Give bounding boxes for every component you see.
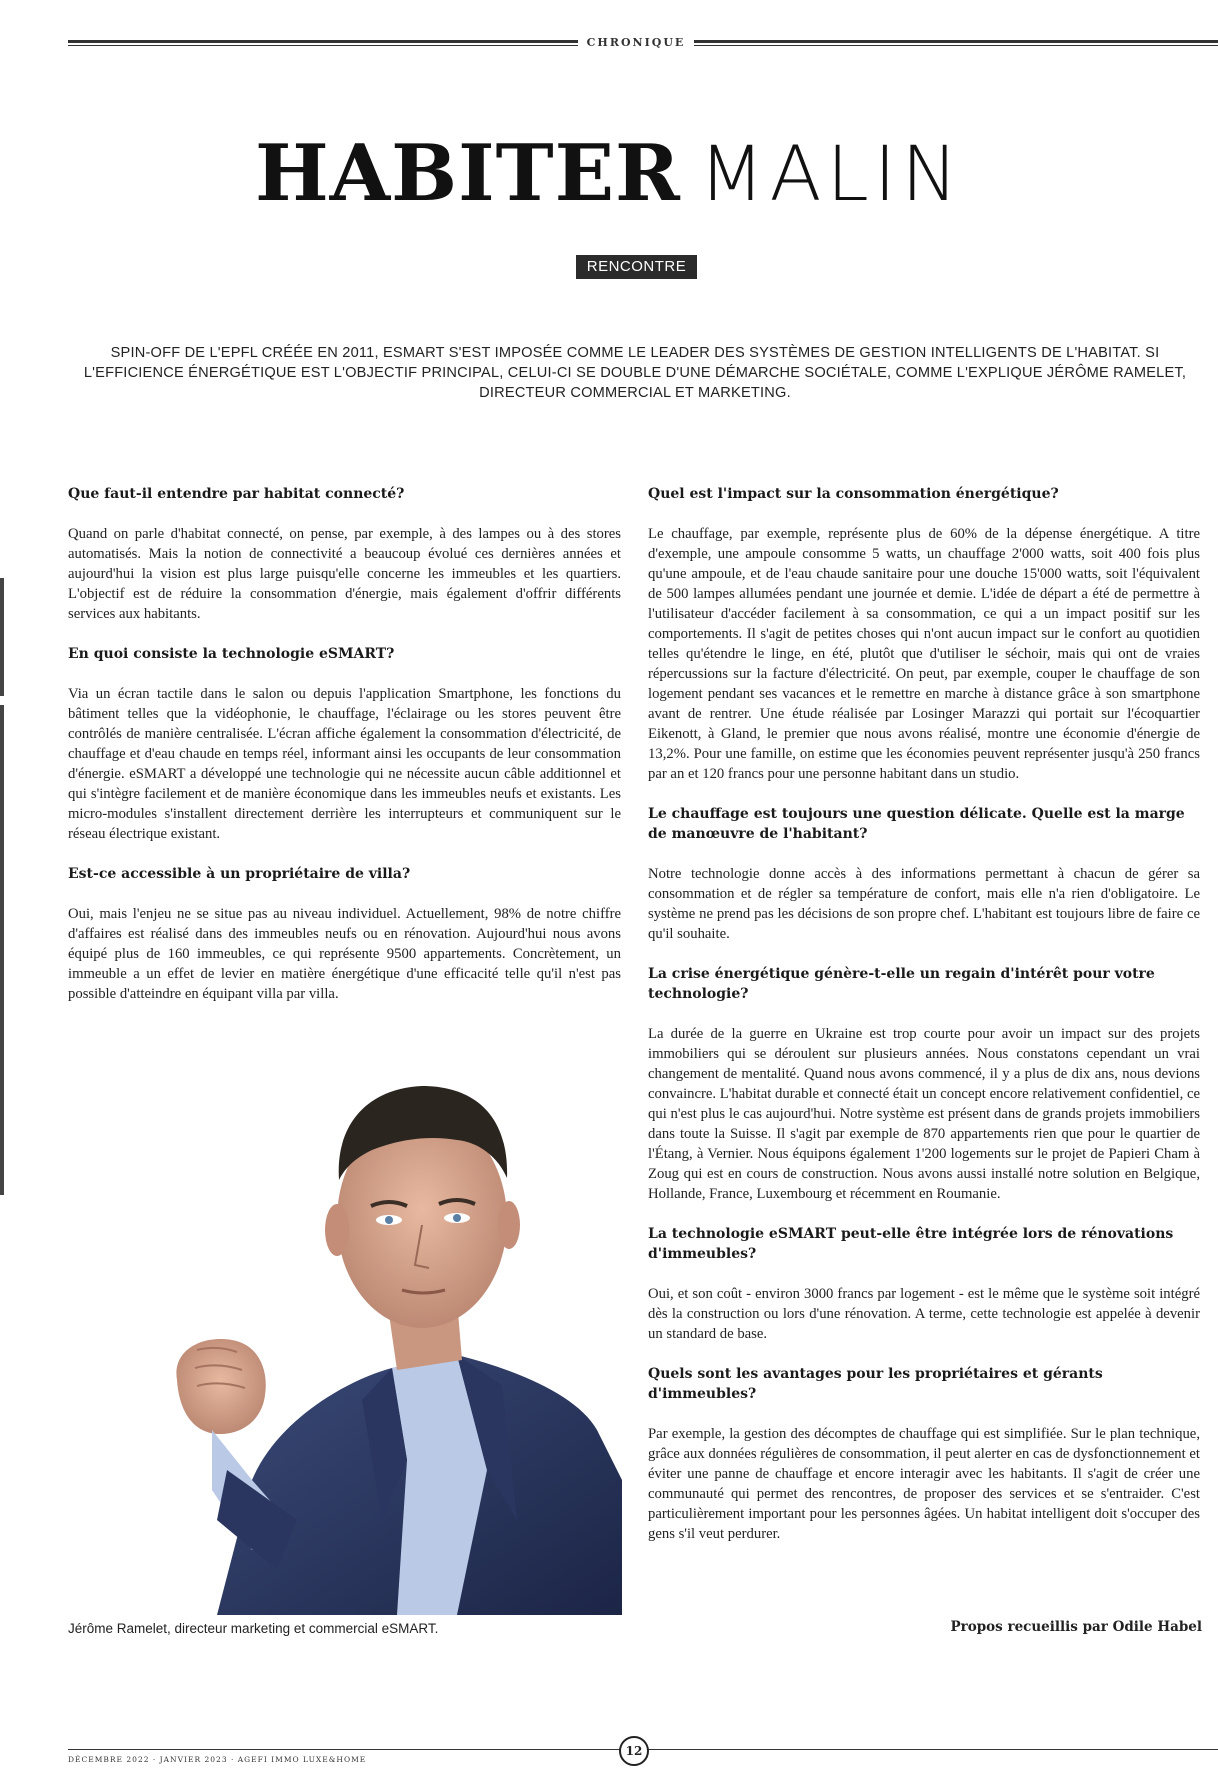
lead-paragraph: SPIN-OFF DE L'EPFL CRÉÉE EN 2011, ESMART S'EST IMPOSÉE COMME LE LEADER DES SYSTÈMES DE GESTION INTELLIGENTS DE L'HABITAT. SI L'EFFICIENCE ÉNERGÉTIQUE EST L'OBJECTIF PRINCIPAL, CELUI-CI SE DOUBLE D'UNE DÉMARCHE SOCIÉTALE, COMME L'EXPLIQUE JÉRÔME RAMELET, DIRECTEUR COMMERCIAL ET MARKETING.: [83, 345, 1187, 401]
question-heading: Quel est l'impact sur la consommation énergétique?: [648, 486, 1059, 502]
answer-paragraph: Quand on parle d'habitat connecté, on pense, par exemple, à des lampes ou à des stores automatisés. Mais la notion de connectivité a beaucoup évolué ces dernières années et aujourd'hui la vision est plus large puisqu'elle concerne les immeubles et les quartiers. L'objectif est de réduire la consommation d'énergie, mais également d'offrir différents services aux habitants.: [68, 526, 621, 622]
question-heading: En quoi consiste la technologie eSMART?: [68, 646, 395, 662]
title-light: MALIN: [698, 129, 964, 218]
right-column: [648, 484, 1200, 1564]
question-heading: La technologie eSMART peut-elle être intégrée lors de rénovations d'immeubles?: [648, 1226, 1174, 1262]
answer-paragraph: Via un écran tactile dans le salon ou depuis l'application Smartphone, les fonctions du bâtiment telles que la vidéophonie, le chauffage, l'éclairage ou les stores peuvent être contrôlés de manière centralisée. L'écran affiche également la consommation d'électricité, de chauffage et d'eau chaude en temps réel, informant ainsi les occupants de leur consommation d'énergie. eSMART a développé une technologie qui ne nécessite aucun câble additionnel et qui s'intègre facilement et de manière économique dans les immeubles neufs et existants. Les micro-modules s'installent directement derrière les interrupteurs et communiquent sur le réseau électrique existant.: [68, 686, 621, 842]
header-rule-left: [68, 40, 578, 46]
left-column: [68, 484, 621, 1024]
side-mark: [0, 578, 4, 696]
photo-caption: Jérôme Ramelet, directeur marketing et commercial eSMART.: [68, 1621, 439, 1636]
question-heading: La crise énergétique génère-t-elle un regain d'intérêt pour votre technologie?: [648, 966, 1155, 1002]
category-tag: RENCONTRE: [576, 255, 697, 279]
answer-paragraph: Le chauffage, par exemple, représente plus de 60% de la dépense énergétique. A titre d'exemple, une ampoule consomme 5 watts, un chauffage 2'000 watts, soit 400 fois plus qu'une ampoule, et de l'eau chaude sanitaire pour une douche 15'000 watts, soit l'équivalent de 500 lampes allumées pendant une journée et demie. L'idée de départ a été de permettre à l'utilisateur d'accéder facilement à sa consommation, ce qui a un impact positif sur les comportements. Il s'agit de petites choses qui n'ont aucun impact sur le confort au quotidien telles qu'étendre le linge, en été, plutôt que d'utiliser le séchoir, mais qui ont de vraies répercussions sur la facture d'électricité. On peut, par exemple, couper le chauffage de son logement pendant ses vacances et le remettre en marche à distance grâce à son smartphone avant de rentrer. Une étude réalisée par Losinger Marazzi qui portait sur l'écoquartier Eikenott, à Gland, le premier que nous avons réalisé, montre une économie d'énergie de 13,2%. Pour une famille, on estime que les économies peuvent représenter jusqu'à 250 francs par an et 120 francs pour une personne habitant dans un studio.: [648, 526, 1200, 782]
title-bold: HABITER: [254, 128, 681, 219]
author-signature: Propos recueillis par Odile Habel: [950, 1619, 1202, 1635]
question-heading: Que faut-il entendre par habitat connecté?: [68, 486, 405, 502]
side-mark: [0, 705, 4, 1195]
footer-text: DÉCEMBRE 2022 · JANVIER 2023 · AGEFI IMMO LUXE&HOME: [68, 1755, 367, 1764]
answer-paragraph: Notre technologie donne accès à des informations permettant à chacun de gérer sa consommation et de régler sa température de confort, mais elle n'a rien d'obligatoire. Le système ne prend pas les décisions de son propre chef. L'habitant est toujours libre de faire ce qu'il souhaite.: [648, 866, 1200, 942]
answer-paragraph: Oui, et son coût - environ 3000 francs par logement - est le même que le système soit intégré dès la construction ou lors d'une rénovation. A terme, cette technologie est appelée à devenir un standard de base.: [648, 1286, 1200, 1342]
page-title: [0, 128, 1218, 219]
question-heading: Est-ce accessible à un propriétaire de villa?: [68, 866, 411, 882]
portrait-photo: [157, 1050, 622, 1615]
answer-paragraph: Oui, mais l'enjeu ne se situe pas au niveau individuel. Actuellement, 98% de notre chiffre d'affaires est réalisé dans des immeubles neufs ou en rénovation. Aujourd'hui nous avons équipé plus de 160 immeubles, ce qui représente 9500 appartements. Concrètement, un immeuble a un effet de levier en matière énergétique d'une efficacité telle qu'il n'est pas possible d'atteindre en équipant villa par villa.: [68, 906, 621, 1002]
answer-paragraph: La durée de la guerre en Ukraine est trop courte pour avoir un impact sur des projets immobiliers qui se déroulent sur plusieurs années. Nous constatons cependant un vrai changement de mentalité. Quand nous avons commencé, il y a plus de dix ans, nous devions convaincre. L'habitat durable et connecté était un concept encore relativement confidentiel, ce qui n'est plus le cas aujourd'hui. Notre système est présent dans de grands projets immobiliers dans toute la Suisse. Il s'agit par exemple de 870 appartements rien que pour le quartier de l'Étang, à Vernier. Nous équipons également 1'200 logements sur le projet de Papieri Cham à Zoug qui est en cours de construction. Nous avons aussi installé notre solution en Belgique, Hollande, France, Luxembourg et récemment en Roumanie.: [648, 1026, 1200, 1202]
header-rule-right: [694, 40, 1218, 46]
answer-paragraph: Par exemple, la gestion des décomptes de chauffage qui est simplifiée. Sur le plan technique, grâce aux données régulières de consommation, il peut alerter en cas de dysfonctionnement et éviter une panne de chauffage et encore interagir avec les habitants. Il s'agit de créer une communauté qui permet des rencontres, de proposer des services et se s'entraider. C'est particulièrement important pour les personnes âgées. Un habitat intelligent doit s'occuper des gens s'il veut perdurer.: [648, 1426, 1200, 1542]
page-number: 12: [619, 1736, 649, 1766]
section-label: CHRONIQUE: [586, 36, 686, 49]
question-heading: Le chauffage est toujours une question délicate. Quelle est la marge de manœuvre de l'habitant?: [648, 806, 1185, 842]
question-heading: Quels sont les avantages pour les propriétaires et gérants d'immeubles?: [648, 1366, 1103, 1402]
